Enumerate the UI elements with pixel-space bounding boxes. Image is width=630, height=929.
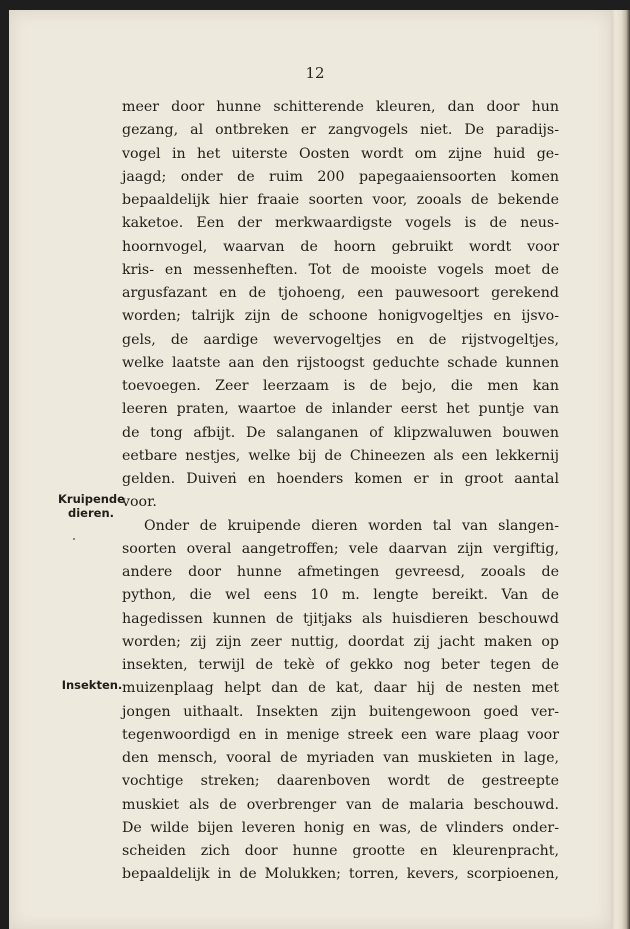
- text-line: soorten overal aangetroffen; vele daarvan zijn vergiftig,: [122, 540, 559, 557]
- text-line: gelden. Duiven en hoenders komen er in groot aantal: [122, 471, 559, 487]
- text-line: andere door hunne afmetingen gevreesd, zooals de: [122, 564, 559, 580]
- page-number: 12: [305, 64, 325, 82]
- text-line: De wilde bijen leveren honig en was, de vlinders onder-: [122, 819, 559, 836]
- text-line: jongen uithaalt. Insekten zijn buitengewoon goed ver-: [122, 703, 559, 720]
- text-line: eetbare nestjes, welke bij de Chineezen als een lekkernij: [122, 447, 559, 464]
- text-line: kaketoe. Een der merkwaardigste vogels is de neus-: [122, 215, 559, 232]
- text-line: den mensch, vooral de myriaden van muskieten in lage,: [122, 750, 559, 766]
- print-speck: [73, 538, 75, 540]
- text-line: bepaaldelijk hier fraaie soorten voor, zooals de bekende: [122, 192, 559, 208]
- text-line: worden; talrijk zijn de schoone honigvogeltjes en ijsvo-: [122, 308, 559, 325]
- text-line: scheiden zich door hunne grootte en kleurenpracht,: [122, 843, 559, 859]
- text-line: muizenplaag helpt dan de kat, daar hij de nesten met: [122, 680, 559, 697]
- text-line: python, die wel eens 10 m. lengte bereikt. Van de: [122, 587, 559, 604]
- text-line: Onder de kruipende dieren worden tal van slangen-: [144, 517, 559, 534]
- text-line: tegenwoordigd en in menige streek een ware plaag voor: [122, 726, 559, 743]
- text-line: leeren praten, waartoe de inlander eerst het puntje van: [122, 401, 559, 418]
- text-line: welke laatste aan den rijstoogst geduchte schade kunnen: [122, 354, 559, 371]
- page-edge: [611, 10, 630, 929]
- text-line: bepaaldelijk in de Molukken; torren, kevers, scorpioenen,: [122, 866, 559, 883]
- text-line: argusfazant en de tjohoeng, een pauwesoort gerekend: [122, 285, 559, 301]
- text-line: toevoegen. Zeer leerzaam is de bejo, die men kan: [122, 378, 559, 394]
- text-line: vochtige streken; daarenboven wordt de gestreepte: [122, 773, 559, 790]
- text-line: meer door hunne schitterende kleuren, dan door hun: [122, 99, 559, 115]
- text-line: hagedissen kunnen de tjitjaks als huisdieren beschouwd: [122, 610, 559, 627]
- text-line: worden; zij zijn zeer nuttig, doordat zij jacht maken op: [122, 633, 559, 650]
- text-line: de tong afbijt. De salanganen of klipzwaluwen bouwen: [122, 424, 559, 441]
- margin-note-insekten: Insekten.: [61, 678, 123, 692]
- margin-note-line: Kruipende: [58, 492, 125, 506]
- text-line: gels, de aardige wevervogeltjes en de rijstvogeltjes,: [122, 331, 559, 348]
- text-line: muskiet als de overbrenger van de malaria beschouwd.: [122, 796, 559, 813]
- margin-note-line: dieren.: [68, 506, 114, 520]
- body-text: [122, 96, 559, 887]
- text-line: jaagd; onder de ruim 200 papegaaiensoorten komen: [122, 168, 559, 185]
- text-line: insekten, terwijl de tekè of gekko nog beter tegen de: [122, 657, 559, 673]
- text-line: kris- en messenheften. Tot de mooiste vogels moet de: [122, 261, 559, 278]
- text-line: gezang, al ontbreken er zangvogels niet. De paradijs-: [122, 122, 559, 139]
- text-line: hoornvogel, waarvan de hoorn gebruikt wordt voor: [122, 238, 559, 255]
- text-line: vogel in het uiterste Oosten wordt om zijne huid ge-: [122, 145, 559, 162]
- margin-note-kruipende-dieren: [58, 492, 124, 520]
- text-line: voor.: [122, 494, 157, 511]
